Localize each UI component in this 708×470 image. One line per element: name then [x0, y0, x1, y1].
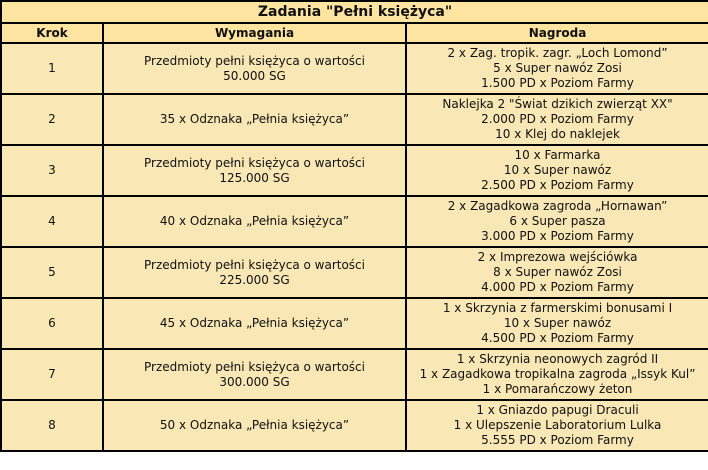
requirement-cell	[103, 247, 406, 298]
requirement-line: Przedmioty pełni księżyca o wartości	[144, 53, 365, 68]
reward-cell	[406, 349, 708, 400]
requirement-line: Przedmioty pełni księżyca o wartości	[144, 155, 365, 170]
requirement-line: Przedmioty pełni księżyca o wartości	[144, 257, 365, 272]
reward-cell	[406, 298, 708, 349]
header-row	[1, 23, 708, 43]
reward-line: 1.500 PD x Poziom Farmy	[481, 76, 634, 90]
step-number: 1	[48, 61, 56, 75]
requirement-line: 50.000 SG	[223, 68, 286, 83]
column-header-reward: Nagroda	[406, 23, 708, 43]
step-cell	[1, 94, 103, 145]
table-row	[1, 247, 708, 298]
reward-line: 2 x Zag. tropik. zagr. „Loch Lomond”	[447, 46, 668, 60]
reward-cell	[406, 196, 708, 247]
requirement-cell	[103, 43, 406, 94]
step-number: 3	[48, 163, 56, 177]
reward-line: 1 x Skrzynia neonowych zagród II	[456, 352, 659, 366]
reward-line: 4.000 PD x Poziom Farmy	[481, 280, 634, 294]
requirement-line: 45 x Odznaka „Pełnia księżyca”	[159, 316, 350, 330]
step-number: 2	[48, 112, 56, 126]
reward-line: Naklejka 2 "Świat dzikich zwierząt XX"	[442, 97, 673, 111]
table-row	[1, 400, 708, 451]
reward-line: 1 x Skrzynia z farmerskimi bonusami I	[442, 301, 673, 315]
step-number: 4	[48, 214, 56, 228]
reward-line: 2.000 PD x Poziom Farmy	[481, 112, 634, 126]
reward-cell	[406, 400, 708, 451]
table-row	[1, 145, 708, 196]
reward-cell	[406, 247, 708, 298]
requirement-line: 225.000 SG	[219, 272, 290, 287]
table-row	[1, 298, 708, 349]
step-number: 5	[48, 265, 56, 279]
step-cell	[1, 43, 103, 94]
step-number: 6	[48, 316, 56, 330]
reward-line: 1 x Pomarańczowy żeton	[482, 382, 633, 396]
requirement-cell	[103, 196, 406, 247]
table-body	[1, 43, 708, 451]
requirement-line: 50 x Odznaka „Pełnia księżyca”	[159, 418, 350, 432]
column-header-requirements: Wymagania	[103, 23, 406, 43]
reward-cell	[406, 145, 708, 196]
reward-line: 10 x Klej do naklejek	[495, 127, 620, 141]
step-number: 8	[48, 418, 56, 432]
reward-line: 1 x Ulepszenie Laboratorium Lulka	[453, 418, 662, 432]
reward-line: 10 x Super nawóz	[503, 163, 612, 177]
requirement-cell	[103, 349, 406, 400]
table-row	[1, 94, 708, 145]
table-row	[1, 196, 708, 247]
step-cell	[1, 298, 103, 349]
table-row	[1, 43, 708, 94]
step-number: 7	[48, 367, 56, 381]
reward-line: 10 x Super nawóz	[503, 316, 612, 330]
column-header-step: Krok	[1, 23, 103, 43]
reward-cell	[406, 94, 708, 145]
reward-line: 4.500 PD x Poziom Farmy	[481, 331, 634, 345]
reward-line: 3.000 PD x Poziom Farmy	[481, 229, 634, 243]
requirement-line: 35 x Odznaka „Pełnia księżyca”	[159, 112, 350, 126]
reward-line: 6 x Super pasza	[509, 214, 606, 228]
reward-line: 2 x Imprezowa wejściówka	[477, 250, 638, 264]
requirement-cell	[103, 94, 406, 145]
reward-line: 2.500 PD x Poziom Farmy	[481, 178, 634, 192]
requirement-line: 125.000 SG	[219, 170, 290, 185]
table-title: Zadania "Pełni księżyca"	[1, 1, 708, 23]
requirement-cell	[103, 298, 406, 349]
table-row	[1, 349, 708, 400]
reward-line: 1 x Zagadkowa tropikalna zagroda „Issyk Kul”	[419, 367, 696, 381]
reward-line: 5 x Super nawóz Zosi	[493, 61, 622, 75]
step-cell	[1, 247, 103, 298]
reward-cell	[406, 43, 708, 94]
reward-line: 10 x Farmarka	[514, 148, 601, 162]
requirement-line: Przedmioty pełni księżyca o wartości	[144, 359, 365, 374]
reward-line: 2 x Zagadkowa zagroda „Hornawan”	[447, 199, 668, 213]
step-cell	[1, 196, 103, 247]
step-cell	[1, 349, 103, 400]
requirement-cell	[103, 145, 406, 196]
step-cell	[1, 400, 103, 451]
step-cell	[1, 145, 103, 196]
reward-line: 8 x Super nawóz Zosi	[493, 265, 622, 279]
reward-line: 1 x Gniazdo papugi Draculi	[476, 403, 639, 417]
requirement-cell	[103, 400, 406, 451]
reward-line: 5.555 PD x Poziom Farmy	[481, 433, 634, 447]
requirement-line: 40 x Odznaka „Pełnia księżyca”	[159, 214, 350, 228]
requirement-line: 300.000 SG	[219, 374, 290, 389]
